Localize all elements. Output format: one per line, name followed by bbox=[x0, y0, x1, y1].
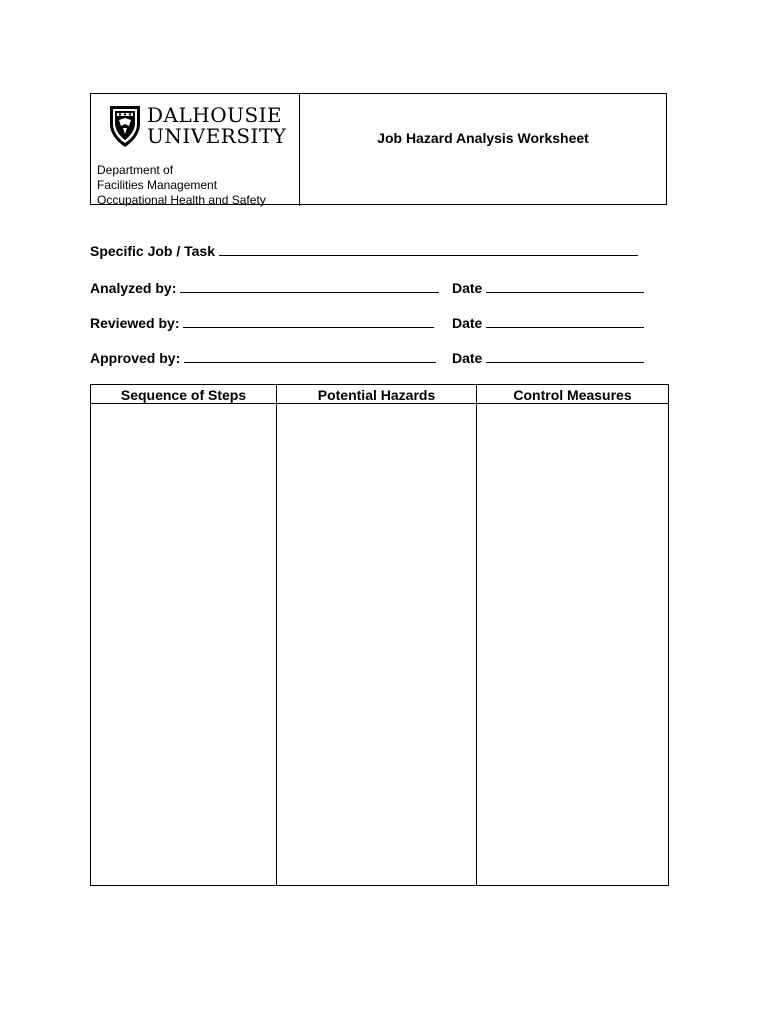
hazards-entry-area[interactable] bbox=[277, 404, 476, 885]
analyzed-field[interactable] bbox=[180, 280, 439, 293]
shield-crest-icon bbox=[109, 104, 141, 148]
steps-entry-area[interactable] bbox=[91, 404, 276, 885]
analyzed-date-field[interactable] bbox=[486, 280, 644, 293]
logo-line-1: DALHOUSIE bbox=[147, 103, 283, 127]
column-potential-hazards bbox=[277, 385, 477, 885]
task-field[interactable] bbox=[219, 243, 638, 256]
analyzed-date-label: Date bbox=[452, 280, 483, 296]
approved-date-label: Date bbox=[452, 350, 483, 366]
header-left-cell bbox=[91, 94, 300, 206]
page-title: Job Hazard Analysis Worksheet bbox=[377, 130, 589, 146]
approved-field[interactable] bbox=[184, 350, 436, 363]
reviewed-line bbox=[90, 315, 483, 331]
hazard-analysis-table bbox=[90, 384, 669, 886]
reviewed-date-label: Date bbox=[452, 315, 483, 331]
approved-date-group bbox=[452, 350, 644, 366]
reviewed-label: Reviewed by: bbox=[90, 315, 180, 331]
reviewed-date-group bbox=[452, 315, 644, 331]
approved-line bbox=[90, 350, 483, 366]
column-header-steps: Sequence of Steps bbox=[91, 385, 276, 404]
department-block bbox=[97, 163, 266, 208]
logo-wordmark bbox=[147, 105, 287, 147]
column-control-measures bbox=[477, 385, 668, 885]
department-line-2: Facilities Management bbox=[97, 178, 218, 192]
reviewed-field[interactable] bbox=[183, 315, 434, 328]
task-label: Specific Job / Task bbox=[90, 243, 216, 259]
logo-line-2: UNIVERSITY bbox=[147, 124, 287, 148]
department-line-3: Occupational Health and Safety bbox=[97, 193, 266, 207]
column-header-hazards: Potential Hazards bbox=[277, 385, 476, 404]
column-header-controls: Control Measures bbox=[477, 385, 668, 404]
analyzed-line bbox=[90, 280, 483, 296]
column-sequence-of-steps bbox=[91, 385, 277, 885]
task-line bbox=[90, 243, 638, 259]
reviewed-date-field[interactable] bbox=[486, 315, 644, 328]
analyzed-label: Analyzed by: bbox=[90, 280, 177, 296]
controls-entry-area[interactable] bbox=[477, 404, 668, 885]
header-box bbox=[90, 93, 667, 205]
analyzed-date-group bbox=[452, 280, 644, 296]
approved-label: Approved by: bbox=[90, 350, 181, 366]
approved-date-field[interactable] bbox=[486, 350, 644, 363]
university-logo bbox=[109, 104, 289, 150]
department-line-1: Department of bbox=[97, 163, 174, 177]
